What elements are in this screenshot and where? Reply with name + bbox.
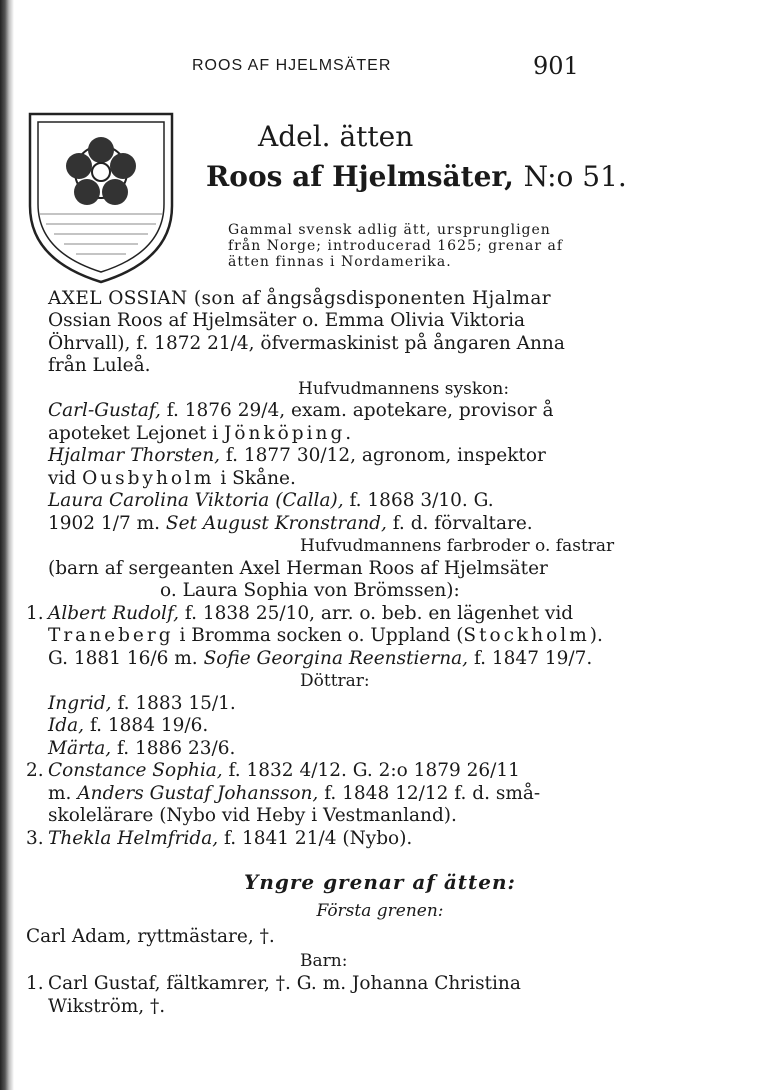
- text-line: G. 1881 16/6 m. Sofie Georgina Reenstierna, f. 1847 19/7.: [48, 648, 593, 669]
- text-line: 1902 1/7 m. Set August Kronstrand, f. d. förvaltare.: [48, 513, 533, 534]
- text-line: m. Anders Gustaf Johansson, f. 1848 12/12 f. d. små-: [48, 783, 541, 804]
- text-line: Hjalmar Thorsten, f. 1877 30/12, agronom, inspektor: [48, 445, 546, 466]
- text-line: (barn af sergeanten Axel Herman Roos af Hjelmsäter: [48, 558, 548, 579]
- list-number: 1.: [26, 603, 44, 624]
- text-line: Carl Gustaf, fältkamrer, †. G. m. Johanna Christina: [48, 973, 521, 994]
- text-line: Hufvudmannens syskon:: [298, 379, 510, 399]
- text-line: Wikström, †.: [48, 996, 166, 1017]
- text-line: vid Ousbyholm i Skåne.: [48, 468, 296, 489]
- running-title: ROOS AF HJELMSÄTER: [192, 57, 392, 74]
- text-line: AXEL OSSIAN (son af ångsågsdisponenten Hjalmar: [48, 288, 551, 309]
- text-line: Barn:: [300, 951, 348, 971]
- text-line: Constance Sophia, f. 1832 4/12. G. 2:o 1879 26/11: [48, 760, 520, 781]
- family-description-line: ätten finnas i Nordamerika.: [228, 254, 452, 270]
- text-line: Traneberg i Bromma socken o. Uppland (Stockholm).: [48, 625, 603, 646]
- subsection-heading: Första grenen:: [316, 901, 444, 921]
- section-heading: Yngre grenar af ätten:: [244, 870, 516, 894]
- family-title-name: Roos af Hjelmsäter, N:o 51.: [206, 160, 627, 193]
- text-line: Ossian Roos af Hjelmsäter o. Emma Olivia Viktoria: [48, 310, 526, 331]
- text-line: Ida, f. 1884 19/6.: [48, 715, 209, 736]
- list-number: 2.: [26, 760, 44, 781]
- text-line: Öhrvall), f. 1872 21/4, öfvermaskinist på ångaren Anna: [48, 333, 565, 354]
- text-line: skolelärare (Nybo vid Heby i Vestmanland).: [48, 805, 457, 826]
- text-line: Döttrar:: [300, 671, 370, 691]
- text-line: Hufvudmannens farbroder o. fastrar: [300, 536, 615, 556]
- text-line: Carl-Gustaf, f. 1876 29/4, exam. apotekare, provisor å: [48, 400, 554, 421]
- text-line: o. Laura Sophia von Brömssen):: [160, 580, 460, 601]
- book-spine-edge: [0, 0, 14, 1090]
- text-line: Carl Adam, ryttmästare, †.: [26, 926, 275, 947]
- family-title-line1: Adel. ätten: [258, 120, 414, 153]
- text-line: Märta, f. 1886 23/6.: [48, 738, 236, 759]
- list-number: 3.: [26, 828, 44, 849]
- family-description-line: Gammal svensk adlig ätt, ursprungligen: [228, 222, 551, 238]
- text-line: Thekla Helmfrida, f. 1841 21/4 (Nybo).: [48, 828, 413, 849]
- text-line: apoteket Lejonet i Jönköping.: [48, 423, 355, 444]
- coat-of-arms: [26, 110, 176, 286]
- text-line: Ingrid, f. 1883 15/1.: [48, 693, 236, 714]
- list-number: 1.: [26, 973, 44, 994]
- text-line: Albert Rudolf, f. 1838 25/10, arr. o. beb. en lägenhet vid: [48, 603, 574, 624]
- family-description-line: från Norge; introducerad 1625; grenar af: [228, 238, 564, 254]
- text-line: från Luleå.: [48, 355, 151, 376]
- text-line: Laura Carolina Viktoria (Calla), f. 1868 3/10. G.: [48, 490, 494, 511]
- page-number: 901: [533, 52, 579, 80]
